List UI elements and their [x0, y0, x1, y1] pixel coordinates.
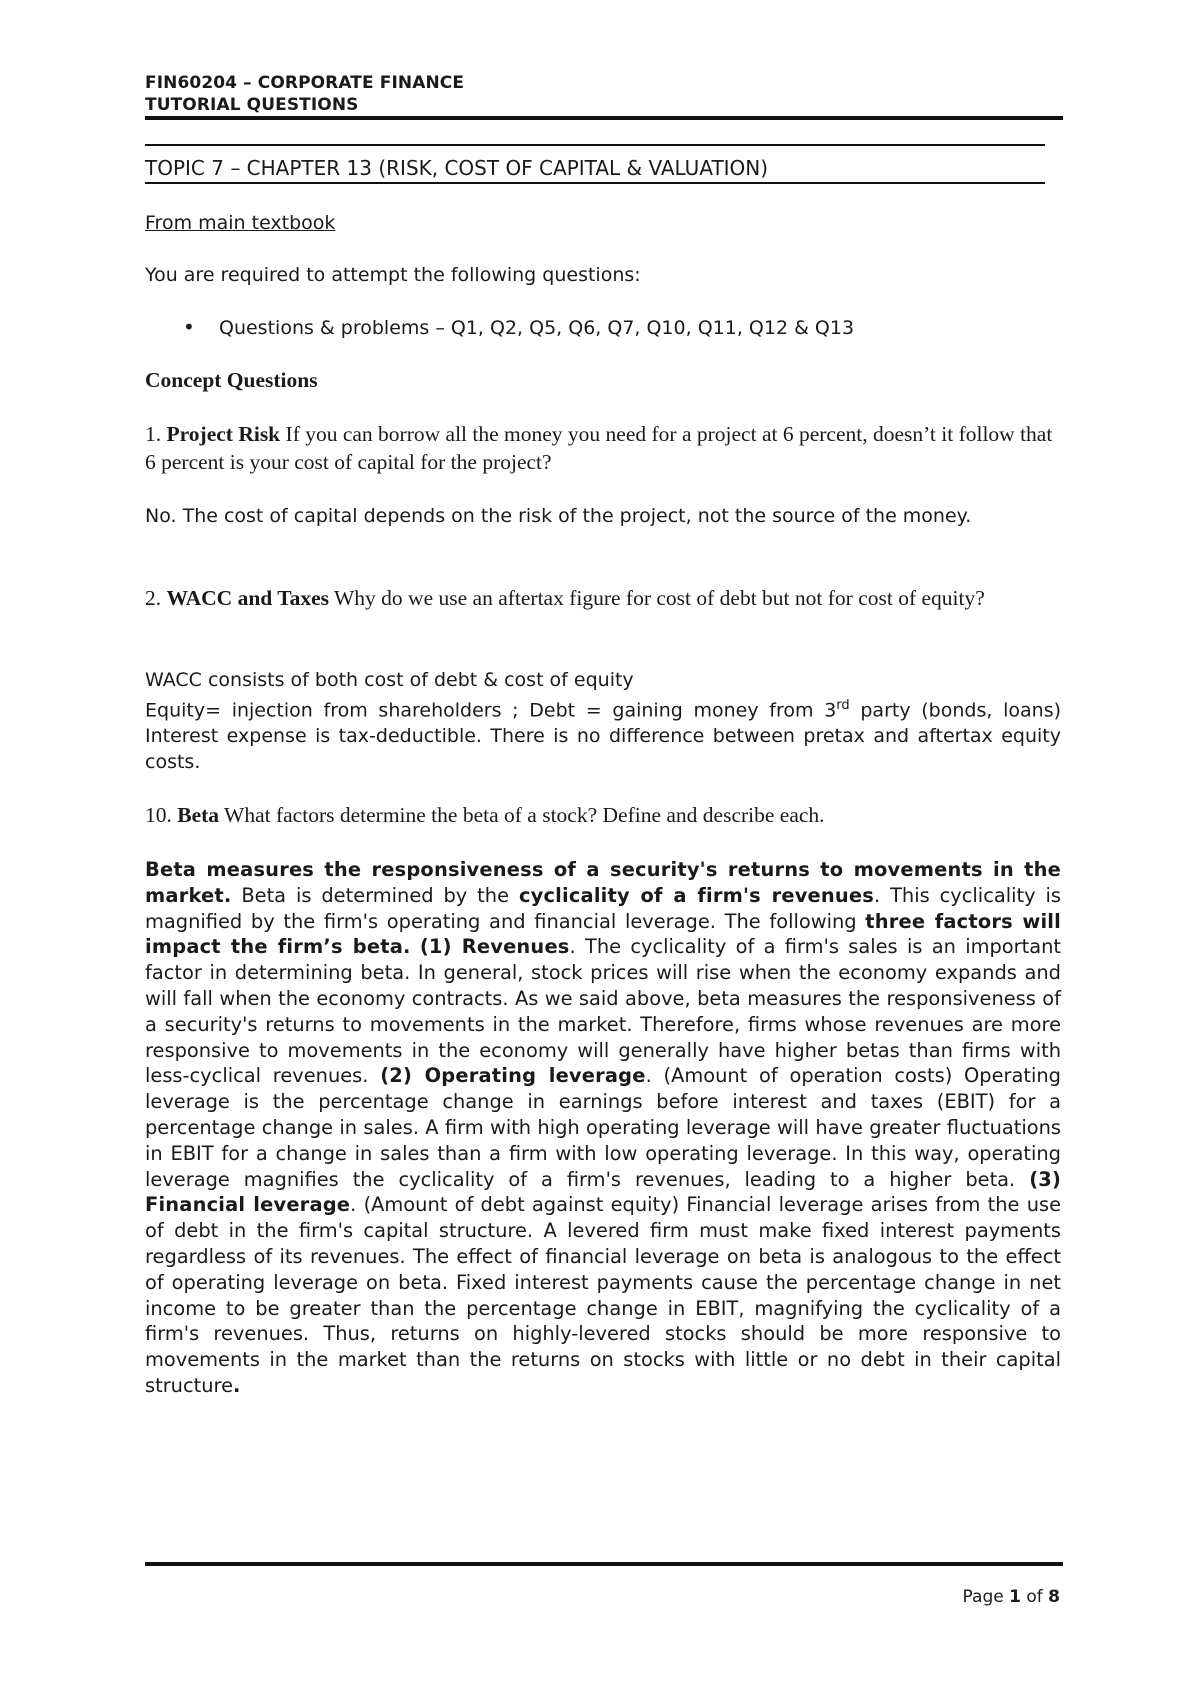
page-word: Page [962, 1587, 1004, 1607]
bullet-icon: • [183, 315, 195, 339]
bullet-text: Questions & problems – Q1, Q2, Q5, Q6, Q7, Q10, Q11, Q12 & Q13 [219, 317, 855, 339]
topic-rule-top [145, 144, 1045, 146]
concept-heading [145, 366, 1061, 394]
q2-answer-part-b: party (bonds, loans) Interest expense is tax-deductible. There is no difference between pretax and aftertax equity costs. [145, 699, 1062, 774]
q10-number: 10. [145, 803, 172, 827]
q2-answer-superscript: rd [836, 698, 850, 713]
current-page: 1 [1009, 1587, 1021, 1607]
q2-answer-para [145, 693, 1061, 775]
header-rule [145, 116, 1063, 120]
q1-number: 1. [145, 422, 162, 446]
q2-question-text: Why do we use an aftertax figure for cost of debt but not for cost of equity? [334, 586, 985, 610]
instruction-text: You are required to attempt the following questions: [145, 264, 641, 286]
q1-title: Project Risk [166, 422, 281, 446]
beta-final-period: . [233, 1373, 241, 1397]
q2-number: 2. [145, 586, 162, 610]
q2-answer-part-a: Equity= injection from shareholders ; Debt = gaining money from 3 [145, 699, 837, 722]
footer-rule [145, 1562, 1063, 1566]
q2-question [145, 584, 1061, 612]
q1-question-text: If you can borrow all the money you need for a project at 6 percent, doesn’t it follow that 6 percent is your cost of capital for the project? [145, 422, 1053, 474]
of-word: of [1026, 1587, 1043, 1607]
bullet-list-item [183, 314, 854, 341]
beta-text-2: . This cyclicality is magnified by the firm's operating and financial leverage. The following [145, 883, 1061, 933]
beta-text-financial: . (Amount of debt against equity) Financial leverage arises from the use of debt in the firm's capital structure. A levered firm must make fixed interest payments regardless of its revenues. The effect of financial leverage on beta is analogous to the effect of operating leverage on beta. Fixed interest payments cause the percentage change in net income to be greater than the percentage change in EBIT, magnifying the cyclicality of a firm's revenues. Thus, returns on highly-levered stocks should be more responsive to movements in the market than the returns on stocks with little or no debt in their capital structure [145, 1193, 1062, 1397]
q1-answer: No. The cost of capital depends on the risk of the project, not the source of the money. [145, 505, 972, 527]
factor-financial-leverage: (3) Financial leverage [145, 1167, 1062, 1217]
beta-text-1: Beta is determined by the [241, 883, 510, 907]
factor-revenues: (1) Revenues [419, 935, 570, 959]
beta-three-factors: three factors will impact the firm’s beta. [145, 909, 1061, 959]
beta-text-operating: . (Amount of operation costs) Operating leverage is the percentage change in earnings before interest and taxes (EBIT) for a percentage change in sales. A firm with high operating leverage will have greater fluctuations in EBIT for a change in sales than a firm with low operating leverage. In this way, operating leverage magnifies the cyclicality of a firm's revenues, leading to a higher beta. [145, 1064, 1061, 1191]
source-label [145, 210, 1061, 236]
page-number [963, 1586, 1060, 1608]
q2-title: WACC and Taxes [166, 586, 329, 610]
concept-heading-text: Concept Questions [145, 368, 318, 392]
total-pages: 8 [1048, 1587, 1060, 1607]
topic-rule-bottom [145, 182, 1045, 184]
beta-text-revenues: . The cyclicality of a firm's sales is an important factor in determining beta. In general, stock prices will rise when the economy expands and will fall when the economy contracts. As we said above, beta measures the responsiveness of a security's returns to movements in the market. Therefore, firms whose revenues are more responsive to movements in the economy will generally have higher betas than firms with less-cyclical revenues. [145, 935, 1061, 1088]
running-header [145, 72, 464, 116]
q2-answer-line1: WACC consists of both cost of debt & cost of equity [145, 669, 634, 691]
source-label-text: From main textbook [145, 212, 336, 234]
topic-title: TOPIC 7 – CHAPTER 13 (RISK, COST OF CAPITAL & VALUATION) [145, 156, 769, 180]
q10-question-text: What factors determine the beta of a stock? Define and describe each. [224, 803, 825, 827]
q1-question [145, 420, 1061, 476]
q10-title: Beta [177, 803, 220, 827]
factor-operating-leverage: (2) Operating leverage [380, 1064, 646, 1088]
course-title: FIN60204 – CORPORATE FINANCE [145, 73, 465, 93]
beta-answer [145, 857, 1061, 1399]
beta-cyclicality: cyclicality of a firm's revenues [518, 883, 875, 907]
q10-question [145, 801, 1061, 829]
beta-definition: Beta measures the responsiveness of a security's returns to movements in the market. [145, 858, 1061, 907]
header-subtitle: TUTORIAL QUESTIONS [145, 95, 359, 115]
q2-answer [145, 667, 1061, 775]
